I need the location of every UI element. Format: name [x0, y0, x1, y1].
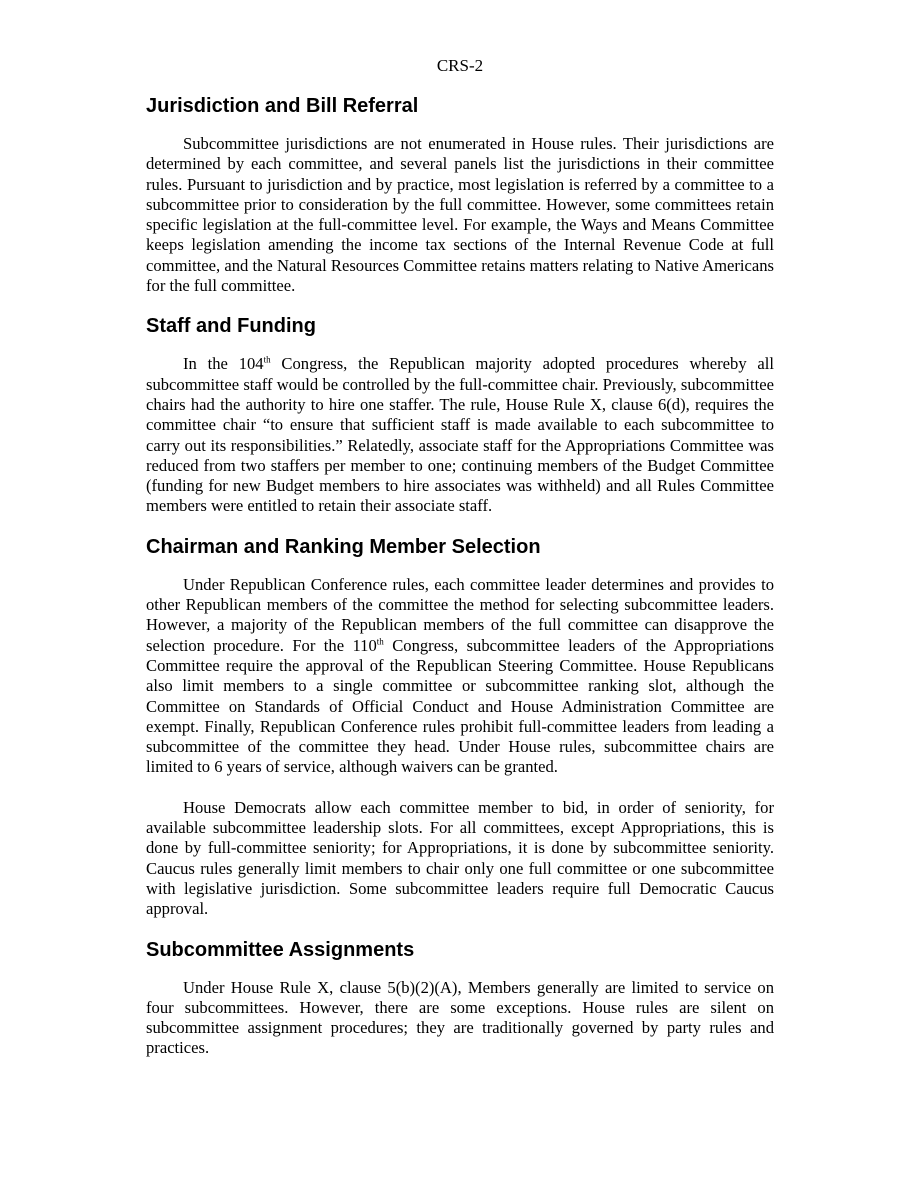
section-staff-funding: [146, 312, 774, 516]
superscript: th: [376, 636, 384, 647]
section-heading: Subcommittee Assignments: [146, 938, 415, 961]
section-heading: Staff and Funding: [146, 315, 316, 338]
paragraph: [146, 575, 774, 778]
text-run: Under Republican Conference rules, each committee leader determines and provides to other Republican members of the committee the method for selecting subcommittee leaders. However, a majority of the Republican members of the full committee can disapprove the selection procedure. For the 110: [146, 574, 774, 655]
section-jurisdiction: [146, 92, 774, 296]
page-number: CRS-2: [436, 56, 484, 75]
text-run: Congress, the Republican majority adopted procedures whereby all subcommittee staff would be controlled by the full-committee chair. Previously, subcommittee chairs had the authority to hire one staffer. The rule, House Rule X, clause 6(d), requires the committee chair “to ensure that sufficient staff is made available to each subcommittee to carry out its responsibilities.” Relatedly, associate staff for the Appropriations Committee was reduced from two staffers per member to one; continuing members of the Budget Committee (funding for new Budget members to hire associates was withheld) and all Rules Committee members were entitled to retain their associate staff.: [146, 354, 774, 516]
text-run: In the 104: [183, 354, 264, 374]
paragraph: [146, 354, 774, 516]
paragraph: House Democrats allow each committee member to bid, in order of seniority, for available subcommittee leadership slots. For all committees, except Appropriations, this is done by full-committee seniority; for Appropriations, it is done by subcommittee seniority. Caucus rules generally limit members to chair only one full committee or one subcommittee with legislative jurisdiction. Some subcommittee leaders require full Democratic Caucus approval.: [146, 797, 774, 919]
paragraph: Subcommittee jurisdictions are not enumerated in House rules. Their jurisdictions are determined by each committee, and several panels list the jurisdictions in their committee rules. Pursuant to jurisdiction and by practice, most legislation is referred by a committee to a subcommittee prior to consideration by the full committee. However, some committees retain specific legislation at the full-committee level. For example, the Ways and Means Committee keeps legislation amending the income tax sections of the Internal Revenue Code at full committee, and the Natural Resources Committee retains matters relating to Native Americans for the full committee.: [146, 134, 774, 296]
section-subcommittee-assignments: [146, 936, 774, 1059]
text-run: Congress, subcommittee leaders of the Appropriations Committee require the approval of the Republican Steering Committee. House Republicans also limit members to a single committee or subcommittee ranking slot, although the Committee on Standards of Official Conduct and House Administration Committee are exempt. Finally, Republican Conference rules prohibit full-committee leaders from leading a subcommittee of the committee they head. Under House rules, subcommittee chairs are limited to 6 years of service, although waivers can be granted.: [146, 635, 775, 777]
document-body: [146, 92, 774, 1059]
section-heading: Jurisdiction and Bill Referral: [146, 95, 419, 117]
section-heading: Chairman and Ranking Member Selection: [146, 535, 541, 558]
paragraph: Under House Rule X, clause 5(b)(2)(A), Members generally are limited to service on four subcommittees. However, there are some exceptions. House rules are silent on subcommittee assignment procedures; they are traditionally governed by party rules and practices.: [146, 977, 774, 1058]
superscript: th: [263, 354, 271, 365]
section-chairman-selection: [146, 533, 774, 920]
